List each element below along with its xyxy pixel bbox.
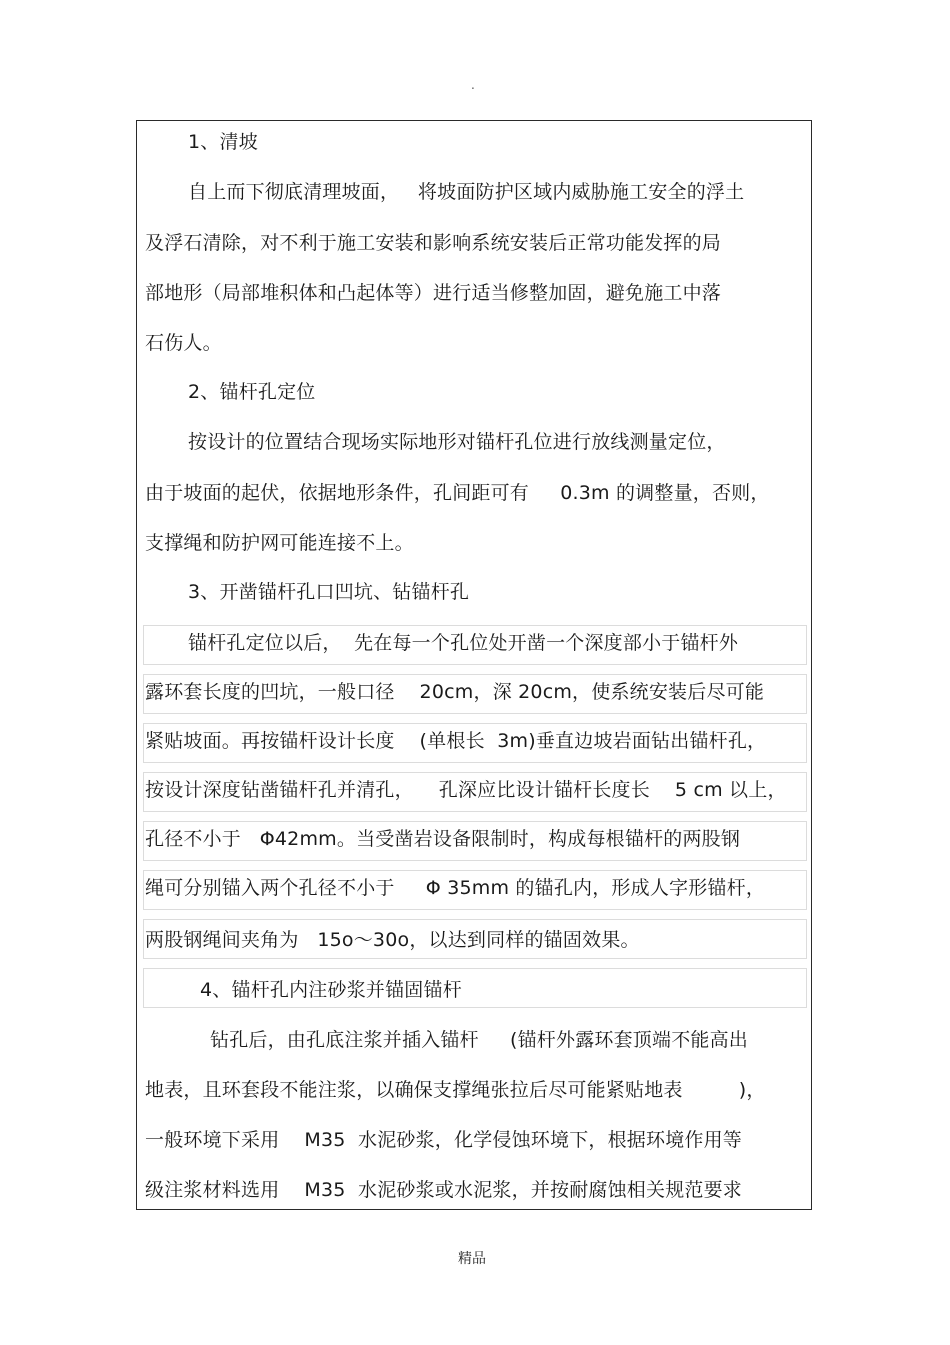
header-dot: . <box>471 78 475 92</box>
section-1-paragraph: 及浮石清除，对不利于施工安装和影响系统安装后正常功能发挥的局 <box>145 232 722 254</box>
section-3-paragraph: 孔径不小于 Φ42mm。当受凿岩设备限制时，构成每根锚杆的两股钢 <box>145 828 741 850</box>
section-1-paragraph: 部地形（局部堆积体和凸起体等）进行适当修整加固，避免施工中落 <box>145 282 722 304</box>
section-3-paragraph: 按设计深度钻凿锚杆孔并清孔， 孔深应比设计锚杆长度长 5 cm 以上， <box>145 779 787 801</box>
section-2-paragraph: 按设计的位置结合现场实际地形对锚杆孔位进行放线测量定位， <box>188 431 726 453</box>
section-4-paragraph: 级注浆材料选用 M35 水泥砂浆或水泥浆，并按耐腐蚀相关规范要求 <box>145 1179 743 1201</box>
section-3-paragraph: 锚杆孔定位以后， 先在每一个孔位处开凿一个深度部小于锚杆外 <box>188 632 739 654</box>
section-4-title: 4、锚杆孔内注砂浆并锚固锚杆 <box>200 979 462 1001</box>
section-4-paragraph: 钻孔后，由孔底注浆并插入锚杆 (锚杆外露环套顶端不能高出 <box>210 1029 749 1051</box>
section-2-paragraph: 支撑绳和防护网可能连接不上。 <box>145 532 414 554</box>
section-1-paragraph: 自上而下彻底清理坡面， 将坡面防护区域内威胁施工安全的浮土 <box>188 181 745 203</box>
section-4-paragraph: 地表，且环套段不能注浆，以确保支撑绳张拉后尽可能紧贴地表 )， <box>145 1079 766 1101</box>
section-3-paragraph: 紧贴坡面。再按锚杆设计长度 (单根长 3m)垂直边坡岩面钻出锚杆孔， <box>145 730 767 752</box>
section-1-title: 1、清坡 <box>188 131 258 153</box>
section-3-paragraph: 露环套长度的凹坑，一般口径 20cm，深 20cm，使系统安装后尽可能 <box>145 681 765 703</box>
section-2-title: 2、锚杆孔定位 <box>188 381 316 403</box>
section-3-paragraph: 两股钢绳间夹角为 15o～30o，以达到同样的锚固效果。 <box>145 929 640 951</box>
section-3-title: 3、开凿锚杆孔口凹坑、钻锚杆孔 <box>188 581 470 603</box>
section-2-paragraph: 由于坡面的起伏，依据地形条件，孔间距可有 0.3m 的调整量，否则， <box>145 482 770 504</box>
footer-label: 精品 <box>458 1251 486 1267</box>
section-1-paragraph: 石伤人。 <box>145 332 222 354</box>
section-4-paragraph: 一般环境下采用 M35 水泥砂浆，化学侵蚀环境下，根据环境作用等 <box>145 1129 743 1151</box>
section-3-paragraph: 绳可分别锚入两个孔径不小于 Φ 35mm 的锚孔内，形成人字形锚杆， <box>145 877 766 899</box>
